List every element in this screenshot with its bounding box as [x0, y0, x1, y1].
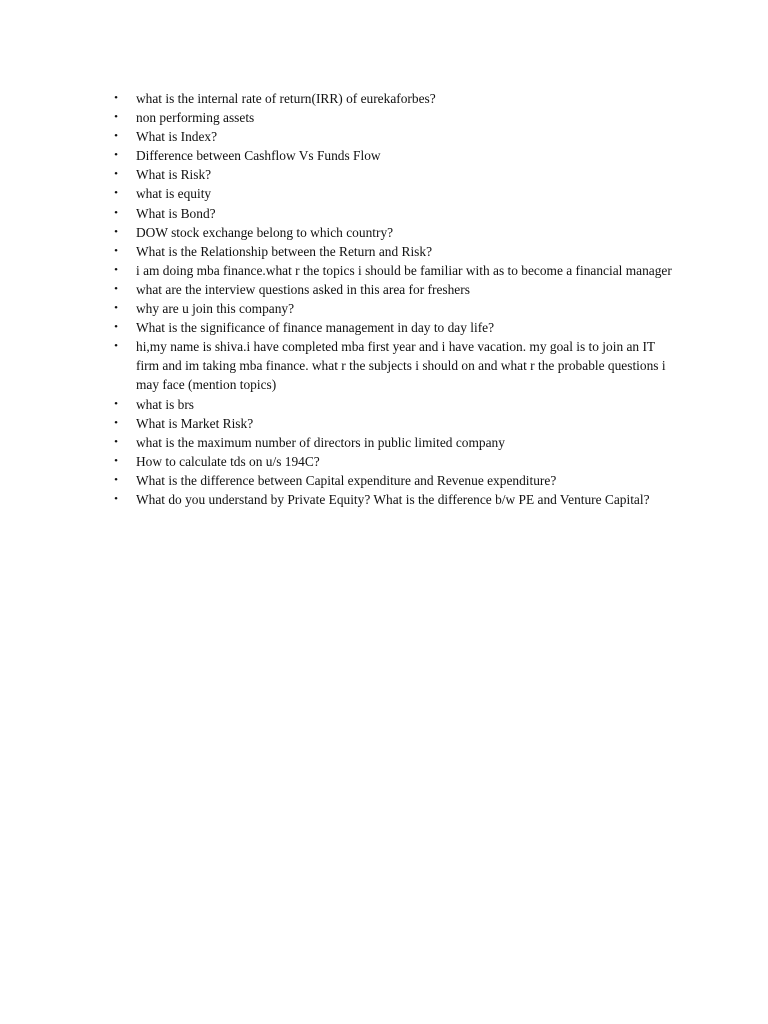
list-item	[110, 127, 680, 146]
list-item-text: what is brs	[136, 396, 195, 412]
bullet-icon: •	[114, 187, 118, 200]
bullet-icon: •	[114, 244, 118, 257]
list-item-text: What is Market Risk?	[136, 415, 254, 431]
list-item-text: what are the interview questions asked in this area for freshers	[136, 281, 470, 297]
bullet-icon: •	[114, 263, 118, 276]
list-item-text: Difference between Cashflow Vs Funds Flow	[136, 148, 381, 164]
bullet-icon: •	[114, 397, 118, 410]
question-list	[110, 89, 680, 509]
list-item-text: What do you understand by Private Equity? What is the difference b/w PE and Venture Capital?	[136, 491, 650, 507]
list-item-text: What is Index?	[136, 129, 218, 145]
list-item-text: what is the internal rate of return(IRR) of eurekaforbes?	[136, 91, 436, 106]
bullet-icon: •	[114, 149, 118, 162]
list-item	[110, 146, 680, 165]
list-item	[110, 261, 680, 280]
list-item	[110, 280, 680, 299]
bullet-icon: •	[114, 168, 118, 181]
bullet-icon: •	[114, 473, 118, 486]
bullet-icon: •	[114, 340, 118, 353]
list-item-text: What is Risk?	[136, 167, 212, 183]
list-item	[110, 414, 680, 433]
list-item	[110, 299, 680, 318]
list-item-text: why are u join this company?	[136, 301, 295, 317]
list-item	[110, 204, 680, 223]
list-item	[110, 242, 680, 261]
bullet-icon: •	[114, 492, 118, 505]
list-item-text: How to calculate tds on u/s 194C?	[136, 453, 320, 469]
list-item-text: What is the Relationship between the Return and Risk?	[136, 243, 433, 259]
list-item-text: what is equity	[136, 186, 212, 202]
list-item-text: What is Bond?	[136, 205, 216, 221]
list-item-text: What is the significance of finance management in day to day life?	[136, 320, 495, 336]
bullet-icon: •	[114, 92, 118, 104]
bullet-icon: •	[114, 111, 118, 124]
list-item	[110, 490, 680, 509]
bullet-icon: •	[114, 225, 118, 238]
bullet-icon: •	[114, 206, 118, 219]
list-item	[110, 452, 680, 471]
list-item	[110, 108, 680, 127]
list-item	[110, 471, 680, 490]
list-item-text: what is the maximum number of directors in public limited company	[136, 434, 505, 450]
list-item	[110, 318, 680, 337]
list-item	[110, 337, 680, 394]
list-item	[110, 184, 680, 203]
list-item-text: What is the difference between Capital expenditure and Revenue expenditure?	[136, 472, 557, 488]
list-item	[110, 223, 680, 242]
bullet-icon: •	[114, 321, 118, 334]
list-item-text: i am doing mba finance.what r the topics i should be familiar with as to become a financial manager	[136, 262, 672, 278]
bullet-icon: •	[114, 435, 118, 448]
list-item-text: DOW stock exchange belong to which country?	[136, 224, 394, 240]
bullet-icon: •	[114, 130, 118, 143]
list-item-text: non performing assets	[136, 110, 255, 126]
list-item	[110, 395, 680, 414]
list-item	[110, 89, 680, 108]
bullet-icon: •	[114, 282, 118, 295]
bullet-icon: •	[114, 302, 118, 315]
list-item	[110, 433, 680, 452]
bullet-icon: •	[114, 454, 118, 467]
list-item-text: hi,my name is shiva.i have completed mba first year and i have vacation. my goal is to join an IT firm and im taking mba finance. what r the subjects i should on and what r the probable questions i may face (mention topics)	[136, 339, 666, 393]
bullet-icon: •	[114, 416, 118, 429]
list-item	[110, 165, 680, 184]
